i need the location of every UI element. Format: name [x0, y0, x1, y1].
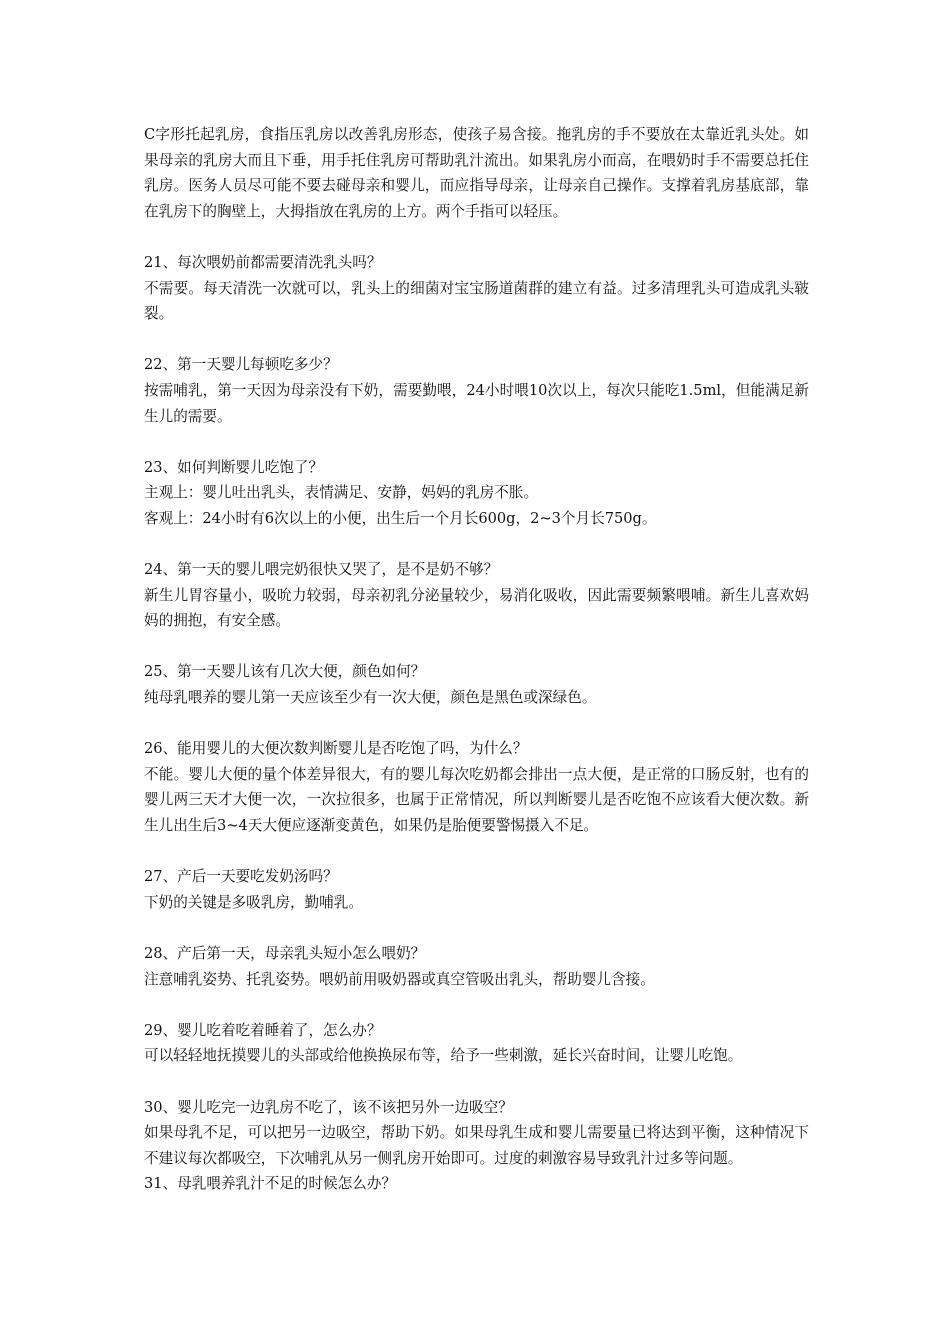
answer-29: 可以轻轻地抚摸婴儿的头部或给他换换尿布等，给予一些刺激，延长兴奋时间，让婴儿吃饱。: [144, 1047, 743, 1065]
qa-item-31: [144, 1171, 809, 1197]
question-22: 22、第一天婴儿每顿吃多少？: [144, 356, 338, 374]
question-29: 29、婴儿吃着吃着睡着了，怎么办？: [144, 1021, 382, 1039]
answer-22: 按需哺乳，第一天因为母亲没有下奶，需要勤喂，24小时喂10次以上，每次只能吃1.5ml，但能满足新生儿的需要。: [144, 381, 809, 425]
answer-23-objective: 客观上：24小时有6次以上的小便，出生后一个月长600g，2~3个月长750g。: [144, 509, 657, 527]
qa-item-30: [144, 1095, 809, 1172]
answer-28: 注意哺乳姿势、托乳姿势。喂奶前用吸奶器或真空管吸出乳头，帮助婴儿含接。: [144, 970, 655, 988]
question-27: 27、产后一天要吃发奶汤吗？: [144, 868, 338, 886]
qa-item-21: [144, 250, 809, 327]
answer-25: 纯母乳喂养的婴儿第一天应该至少有一次大便，颜色是黑色或深绿色。: [144, 689, 597, 707]
qa-item-24: [144, 557, 809, 634]
answer-23-subjective: 主观上：婴儿吐出乳头，表情满足、安静，妈妈的乳房不胀。: [144, 484, 539, 502]
question-24: 24、第一天的婴儿喂完奶很快又哭了，是不是奶不够？: [144, 561, 499, 579]
question-25: 25、第一天婴儿该有几次大便，颜色如何？: [144, 663, 426, 681]
answer-30: 如果母乳不足，可以把另一边吸空，帮助下奶。如果母乳生成和婴儿需要量已将达到平衡，这种情况下不建议每次都吸空，下次哺乳从另一侧乳房开始即可。过度的刺激容易导致乳汁过多等问题。: [144, 1124, 809, 1167]
intro-paragraph: C字形托起乳房，食指压乳房以改善乳房形态，使孩子易含接。拖乳房的手不要放在太靠近乳头处。如果母亲的乳房大而且下垂，用手托住乳房可帮助乳汁流出。如果乳房小而高，在喂奶时手不需要总托住乳房。医务人员尽可能不要去碰母亲和婴儿，而应指导母亲，让母亲自己操作。支撑着乳房基底部，靠在乳房下的胸壁上，大拇指放在乳房的上方。两个手指可以轻压。: [144, 126, 809, 220]
question-30: 30、婴儿吃完一边乳房不吃了，该不该把另外一边吸空？: [144, 1098, 513, 1116]
qa-item-26: [144, 736, 809, 838]
answer-21: 不需要。每天清洗一次就可以，乳头上的细菌对宝宝肠道菌群的建立有益。过多清理乳头可造成乳头皲裂。: [144, 279, 809, 323]
qa-item-29: [144, 1018, 809, 1069]
question-31: 31、母乳喂养乳汁不足的时候怎么办？: [144, 1175, 397, 1193]
document-page: [144, 122, 809, 1197]
question-26: 26、能用婴儿的大便次数判断婴儿是否吃饱了吗，为什么？: [144, 740, 528, 758]
question-23: 23、如何判断婴儿吃饱了？: [144, 458, 324, 476]
answer-27: 下奶的关键是多吸乳房，勤哺乳。: [144, 893, 363, 911]
qa-item-25: [144, 659, 809, 710]
question-21: 21、每次喂奶前都需要清洗乳头吗？: [144, 253, 382, 271]
qa-item-27: [144, 864, 809, 915]
answer-24: 新生儿胃容量小，吸吮力较弱，母亲初乳分泌量较少，易消化吸收，因此需要频繁喂哺。新生儿喜欢妈妈的拥抱，有安全感。: [144, 586, 809, 630]
question-28: 28、产后第一天，母亲乳头短小怎么喂奶？: [144, 945, 426, 962]
answer-26: 不能。婴儿大便的量个体差异很大，有的婴儿每次吃奶都会排出一点大便，是正常的口肠反射，也有的婴儿两三天才大便一次，一次拉很多，也属于正常情况，所以判断婴儿是否吃饱不应该看大便次数。新生儿出生后3~4天大便应逐渐变黄色，如果仍是胎便要警惕摄入不足。: [144, 765, 809, 835]
qa-item-22: [144, 352, 809, 429]
qa-item-23: [144, 455, 809, 532]
qa-item-28: [144, 941, 809, 992]
